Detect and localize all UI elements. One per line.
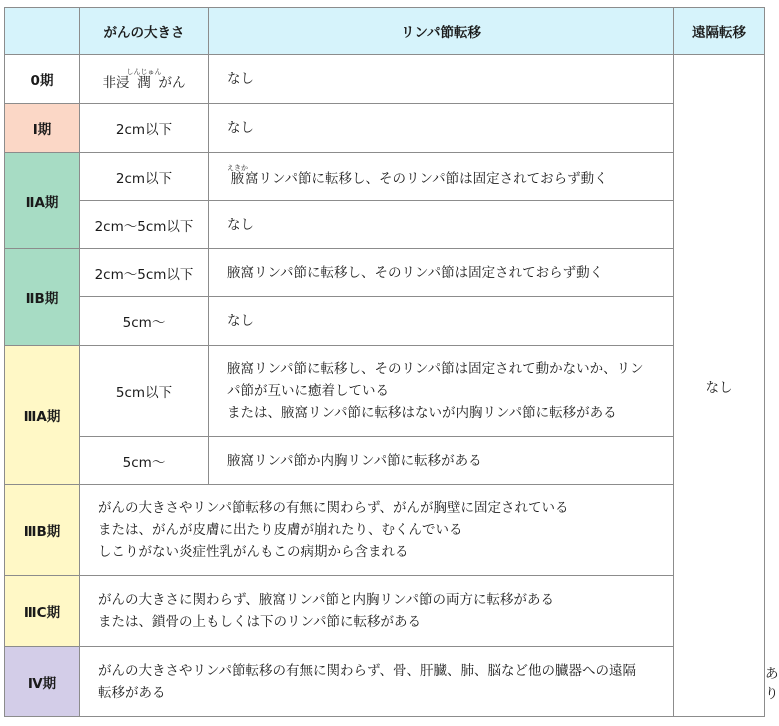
size-cell: 2cm～5cm以下	[80, 201, 209, 249]
lymph-cell: なし	[209, 201, 674, 249]
header-stage	[5, 8, 80, 55]
stage-4: Ⅳ期	[5, 647, 80, 717]
table-row	[5, 201, 765, 249]
header-size: がんの大きさ	[80, 8, 209, 55]
stage-3c: ⅢC期	[5, 576, 80, 647]
size-cell: 2cm～5cm以下	[80, 249, 209, 297]
stage-3b: ⅢB期	[5, 485, 80, 576]
stage-1: Ⅰ期	[5, 104, 80, 153]
size-cell: 2cm以下	[80, 104, 209, 153]
size-cell: 2cm以下	[80, 153, 209, 201]
header-distant: 遠隔転移	[674, 8, 765, 55]
stage-2b: ⅡB期	[5, 249, 80, 346]
stage-0: 0期	[5, 55, 80, 104]
description-cell: がんの大きさやリンパ節転移の有無に関わらず、がんが胸壁に固定されている または、がんが皮膚に出たり皮膚が崩れたり、むくんでいる しこりがない炎症性乳がんもこの病期から含まれる	[80, 485, 674, 576]
size-cell: 5cm以下	[80, 346, 209, 437]
table-row	[5, 153, 765, 201]
lymph-cell: 腋えきか窩リンパ節に転移し、そのリンパ節は固定されておらず動く	[209, 153, 674, 201]
header-lymph: リンパ節転移	[209, 8, 674, 55]
table-row: Ⅳ期 がんの大きさやリンパ節転移の有無に関わらず、骨、肝臓、肺、脳など他の臓器への遠隔 転移がある あり	[5, 647, 765, 717]
breast-cancer-stage-table	[4, 7, 779, 717]
table-row	[5, 437, 765, 485]
distant-none-cell: なし	[674, 55, 765, 717]
furigana-junn: 潤しんじゅん	[126, 67, 162, 91]
lymph-cell: なし	[209, 104, 674, 153]
furigana-eki: 腋えきか	[227, 163, 248, 187]
description-cell: がんの大きさに関わらず、腋窩リンパ節と内胸リンパ節の両方に転移がある または、鎖骨の上もしくは下のリンパ節に転移がある	[80, 576, 674, 647]
table-row	[5, 249, 765, 297]
lymph-cell: 腋窩リンパ節か内胸リンパ節に転移がある	[209, 437, 674, 485]
lymph-cell: なし	[209, 55, 674, 104]
table-row	[5, 485, 765, 576]
table-row	[5, 346, 765, 437]
size-cell: 5cm～	[80, 297, 209, 346]
table-row	[5, 55, 765, 104]
lymph-cell: 腋窩リンパ節に転移し、そのリンパ節は固定されて動かないか、リン パ節が互いに癒着している または、腋窩リンパ節に転移はないが内胸リンパ節に転移がある	[209, 346, 674, 437]
stage-2a: ⅡA期	[5, 153, 80, 249]
header-row	[5, 8, 765, 55]
size-cell: 5cm～	[80, 437, 209, 485]
stage-3a: ⅢA期	[5, 346, 80, 485]
size-cell: 非浸潤しんじゅんがん	[80, 55, 209, 104]
lymph-cell: 腋窩リンパ節に転移し、そのリンパ節は固定されておらず動く	[209, 249, 674, 297]
table-row	[5, 297, 765, 346]
table-row	[5, 576, 765, 647]
lymph-cell: なし	[209, 297, 674, 346]
description-cell: がんの大きさやリンパ節転移の有無に関わらず、骨、肝臓、肺、脳など他の臓器への遠隔 転移がある	[80, 647, 674, 717]
table-row	[5, 104, 765, 153]
